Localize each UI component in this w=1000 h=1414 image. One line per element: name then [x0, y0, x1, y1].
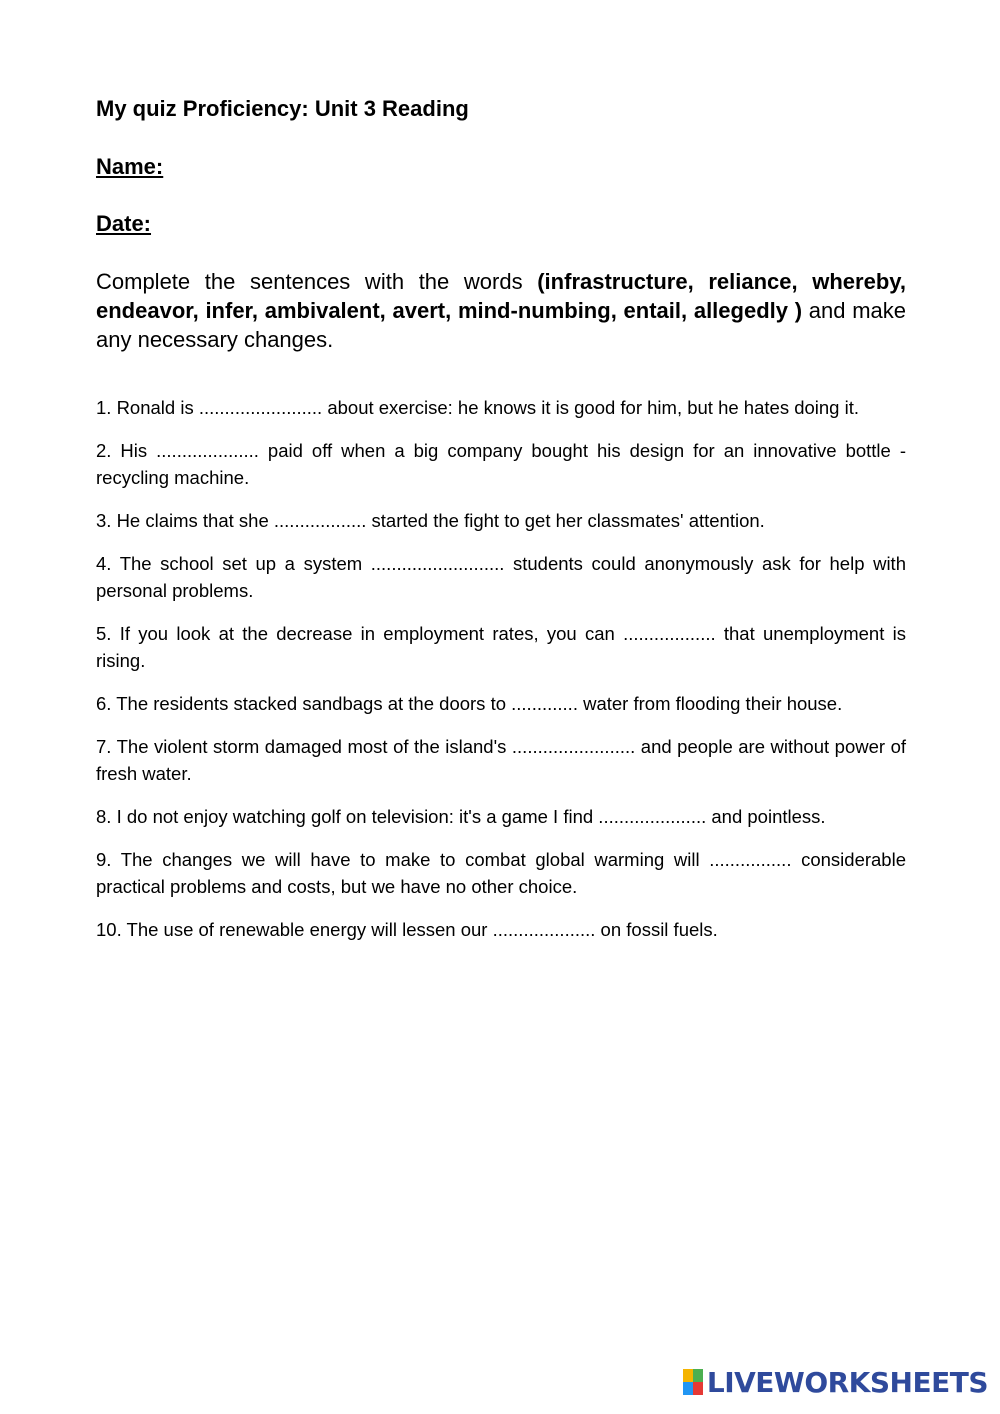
logo-text: LIVEWORKSHEETS: [706, 1365, 988, 1399]
question-item: 7. The violent storm damaged most of the island's ........................ and people are without power of fresh water.: [96, 736, 906, 784]
question-item: 3. He claims that she .................. started the fight to get her classmates' attention.: [96, 510, 765, 531]
question-item: 8. I do not enjoy watching golf on television: it's a game I find ..................... and pointless.: [96, 806, 826, 827]
question-item: 6. The residents stacked sandbags at the doors to ............. water from flooding their house.: [96, 693, 843, 714]
question-item: 1. Ronald is ........................ about exercise: he knows it is good for him, but he hates doing it.: [96, 397, 859, 418]
instructions: [96, 267, 906, 354]
question-item: 4. The school set up a system .......................... students could anonymously ask for help with personal problems.: [96, 553, 906, 601]
instructions-word-list: (infrastructure, reliance, whereby, endeavor, infer, ambivalent, avert, mind-numbing, entail, allegedly ): [96, 269, 906, 323]
logo-square: [693, 1382, 703, 1395]
date-label: Date:: [96, 211, 152, 236]
question-item: 2. His .................... paid off when a big company bought his design for an innovative bottle - recycling machine.: [96, 440, 906, 488]
logo-square: [683, 1369, 693, 1382]
logo-square: [683, 1382, 693, 1395]
instructions-suffix: and make any necessary changes.: [96, 298, 907, 352]
question-list: [96, 394, 906, 959]
logo-square: [693, 1369, 703, 1382]
question-item: 9. The changes we will have to make to combat global warming will ................ considerable practical problems and costs, but we have no other choice.: [96, 849, 906, 897]
question-item: 5. If you look at the decrease in employment rates, you can .................. that unemployment is rising.: [96, 623, 906, 671]
instructions-prefix: Complete the sentences with the words: [96, 269, 538, 294]
liveworksheets-logo-icon: [683, 1369, 703, 1395]
question-item: 10. The use of renewable energy will lessen our .................... on fossil fuels.: [96, 919, 718, 940]
page-title: My quiz Proficiency: Unit 3 Reading: [96, 96, 469, 121]
liveworksheets-logo: [683, 1362, 988, 1402]
name-label: Name:: [96, 154, 164, 179]
